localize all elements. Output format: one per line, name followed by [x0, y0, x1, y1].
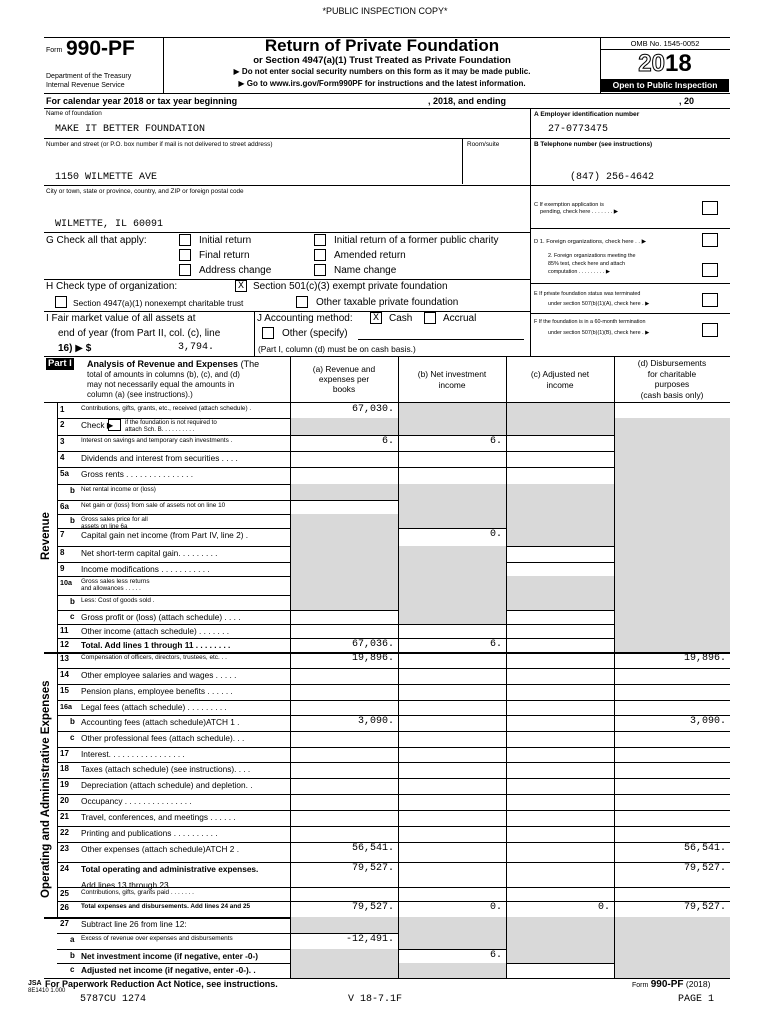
line-label: Compensation of officers, directors, trustees, etc. . .	[81, 654, 227, 661]
shaded-cell	[615, 624, 730, 638]
line-label-cont: and allowances . . . . .	[81, 585, 141, 592]
ein-label: A Employer identification number	[534, 111, 640, 118]
line-number: 16a	[60, 702, 72, 711]
g-opt-amended: Amended return	[334, 250, 406, 261]
street-label: Number and street (or P.O. box number if mail is not delivered to street address)	[46, 141, 273, 148]
final-return-checkbox[interactable]	[179, 249, 191, 261]
omb-number: OMB No. 1545-0052	[630, 39, 700, 48]
shaded-cell	[615, 467, 730, 484]
value-col-b: 0.	[489, 529, 502, 540]
line-number: 23	[60, 844, 69, 853]
value-col-b: 6.	[489, 639, 502, 650]
shaded-cell	[291, 949, 398, 963]
line-label: Income modifications . . . . . . . . . . .	[81, 564, 210, 574]
line-label: Depreciation (attach schedule) and depletion. .	[81, 780, 253, 790]
d2-text-1: 2. Foreign organizations meeting the	[548, 253, 636, 259]
form-title: Return of Private Foundation	[264, 36, 500, 55]
shaded-cell	[291, 418, 398, 435]
line-label-cont: assets on line 6a	[81, 523, 128, 530]
shaded-cell	[291, 595, 398, 610]
line-label: Net rental income or (loss)	[81, 486, 156, 493]
cash-label: Cash	[389, 313, 413, 324]
part1-desc-3: column (a) (see instructions).)	[87, 390, 193, 399]
shaded-cell	[507, 933, 614, 949]
form-reference: Form 990-PF (2018)	[632, 979, 711, 990]
line-number: 17	[60, 749, 69, 758]
line-number: 1	[60, 405, 65, 414]
value-col-a: 67,036.	[351, 639, 394, 650]
line-label: Excess of revenue over expenses and disbursements	[81, 935, 233, 942]
h-opt-other-taxable: Other taxable private foundation	[316, 297, 459, 308]
sch-b-not-required-checkbox[interactable]	[108, 419, 121, 431]
shaded-cell	[291, 576, 398, 595]
line-number: c	[70, 733, 75, 742]
line-number: 12	[60, 640, 69, 649]
line-label: Printing and publications . . . . . . . . . .	[81, 828, 218, 838]
line-number: 14	[60, 670, 69, 679]
shaded-cell	[399, 917, 506, 933]
calendar-year-mid: , 2018, and ending	[428, 96, 507, 106]
shaded-cell	[615, 484, 730, 500]
shaded-cell	[507, 418, 614, 435]
public-inspection-label: *PUBLIC INSPECTION COPY*	[322, 6, 448, 16]
h-opt-501c3: Section 501(c)(3) exempt private foundation	[253, 281, 448, 292]
shaded-cell	[507, 528, 614, 546]
shaded-cell	[507, 500, 614, 514]
calendar-year-end: , 20	[679, 96, 695, 106]
g-opt-former: Initial return of a former public charity	[334, 235, 499, 246]
shaded-cell	[399, 933, 506, 949]
line-number: 15	[60, 686, 69, 695]
h-opt-4947: Section 4947(a)(1) nonexempt charitable trust	[73, 298, 244, 308]
value-col-d: 56,541.	[683, 843, 726, 854]
col-c-header: (c) Adjusted net income	[530, 369, 590, 390]
line-number: b	[70, 597, 75, 606]
line-number: b	[70, 717, 75, 726]
shaded-cell	[399, 484, 506, 500]
former-public-charity-checkbox[interactable]	[314, 234, 326, 246]
d1-text: D 1. Foreign organizations, check here . . ▶	[534, 239, 647, 245]
accrual-label: Accrual	[443, 313, 477, 324]
line-number: 9	[60, 564, 65, 573]
shaded-cell	[399, 514, 506, 528]
room-suite-label: Room/suite	[467, 141, 500, 148]
value-col-a: 79,527.	[351, 902, 394, 913]
shaded-cell	[507, 949, 614, 963]
line-label: Gross sales price for all	[81, 516, 148, 523]
shaded-cell	[291, 963, 398, 978]
value-col-b: 0.	[489, 902, 502, 913]
line-label: Interest on savings and temporary cash investments .	[81, 437, 233, 444]
shaded-cell	[507, 484, 614, 500]
shaded-cell	[615, 610, 730, 624]
shaded-cell	[615, 595, 730, 610]
city-value: WILMETTE, IL 60091	[55, 219, 164, 230]
other-taxable-checkbox[interactable]	[296, 296, 308, 308]
line-label: Other employee salaries and wages . . . . .	[81, 670, 237, 680]
line-number: 18	[60, 764, 69, 773]
shaded-cell	[615, 917, 730, 933]
shaded-cell	[399, 500, 506, 514]
value-col-a: 56,541.	[351, 843, 394, 854]
line-label: Travel, conferences, and meetings . . . . . .	[81, 812, 236, 822]
shaded-cell	[291, 528, 398, 546]
4947-checkbox[interactable]	[55, 296, 67, 308]
c-text-2: pending, check here . . . . . . . ▶	[540, 209, 618, 215]
shaded-cell	[291, 514, 398, 528]
other-method-label: Other (specify)	[282, 328, 348, 339]
line-number: b	[70, 486, 75, 495]
part1-tag: Part I	[48, 358, 72, 369]
value-col-d: 79,527.	[683, 902, 726, 913]
address-change-checkbox[interactable]	[179, 264, 191, 276]
line-number: 10a	[60, 578, 72, 587]
line-number: 5a	[60, 469, 69, 478]
f-text-1: F If the foundation is in a 60-month termination	[534, 319, 646, 325]
line-label: Occupancy . . . . . . . . . . . . . . .	[81, 796, 192, 806]
shaded-cell	[291, 562, 398, 576]
shaded-cell	[291, 546, 398, 562]
line-number: 21	[60, 812, 69, 821]
col-a-header: (a) Revenue and expenses per books	[312, 364, 376, 394]
line-label: Dividends and interest from securities . . . .	[81, 453, 238, 463]
shaded-cell	[507, 403, 614, 418]
value-col-d: 19,896.	[683, 653, 726, 664]
line-number: 20	[60, 796, 69, 805]
line-number: 4	[60, 453, 65, 462]
value-col-a: 3,090.	[357, 716, 394, 727]
g-opt-initial: Initial return	[199, 235, 252, 246]
d2-text-3: computation . . . . . . . . . ▶	[548, 269, 610, 275]
value-col-b: 6.	[489, 436, 502, 447]
line-number: 26	[60, 903, 69, 912]
phone-label: B Telephone number (see instructions)	[534, 141, 653, 148]
part1-desc-1: total of amounts in columns (b), (c), and (d)	[87, 370, 240, 379]
c-text-1: C If exemption application is	[534, 202, 604, 208]
col-b-header: (b) Net investment income	[417, 369, 487, 390]
line-label: Total. Add lines 1 through 11 . . . . . . . .	[81, 640, 231, 650]
shaded-cell	[507, 595, 614, 610]
i-line-3: 16) ▶ $	[58, 343, 92, 354]
line-label: Interest. . . . . . . . . . . . . . . . .	[81, 749, 185, 759]
city-label: City or town, state or province, country, and ZIP or foreign postal code	[46, 188, 244, 195]
line-label: Capital gain net income (from Part IV, line 2) .	[81, 530, 249, 540]
line-number: 6a	[60, 502, 69, 511]
line-number: 25	[60, 889, 69, 898]
line-number: 8	[60, 548, 65, 557]
line-label: Other expenses (attach schedule)ATCH 2 .	[81, 844, 240, 854]
value-col-c: 0.	[597, 902, 610, 913]
line-number: 24	[60, 864, 69, 873]
form-word: Form	[46, 47, 63, 54]
line-number: 3	[60, 437, 65, 446]
page-number: PAGE 1	[678, 994, 715, 1005]
bottom-mid-code: V 18-7.1F	[348, 994, 403, 1005]
dept-line-1: Department of the Treasury	[46, 73, 132, 80]
dept-line-2: Internal Revenue Service	[46, 82, 125, 89]
f-text-2: under section 507(b)(1)(B), check here . ▶	[548, 330, 650, 336]
i-line-2: end of year (from Part II, col. (c), line	[58, 328, 221, 339]
phone-value: (847) 256-4642	[570, 172, 655, 183]
line-number: 11	[60, 626, 69, 635]
line-label: Accounting fees (attach schedule)ATCH 1 .	[81, 717, 240, 727]
g-label: G Check all that apply:	[46, 235, 147, 246]
value-col-a: -12,491.	[345, 934, 394, 945]
501c3-checkbox[interactable]: X	[235, 280, 247, 292]
value-col-a: 79,527.	[351, 863, 394, 874]
line-label-cont: Add lines 13 through 23. . . . . . . . . .	[81, 880, 213, 890]
amended-return-checkbox[interactable]	[314, 249, 326, 261]
value-col-a: 67,030.	[351, 404, 394, 415]
line-label: Net gain or (loss) from sale of assets not on line 10	[81, 502, 226, 509]
sch-b-text: if the foundation is not required to attach Sch. B. . . . . . . . . .	[125, 419, 217, 433]
line-label: Taxes (attach schedule) (see instructions). . . .	[81, 764, 251, 774]
line-label: Net investment income (if negative, enter -0-)	[81, 951, 259, 961]
shaded-cell	[399, 546, 506, 562]
line-number: b	[70, 951, 75, 960]
foreign-85-checkbox[interactable]	[702, 263, 718, 277]
shaded-cell	[507, 514, 614, 528]
status-terminated-checkbox[interactable]	[702, 293, 718, 307]
shaded-cell	[615, 514, 730, 528]
bottom-left-code: 5787CU 1274	[80, 994, 147, 1005]
fmv-value: 3,794.	[178, 342, 215, 353]
value-col-d: 3,090.	[689, 716, 726, 727]
tax-year: 2018	[638, 50, 692, 77]
shaded-cell	[507, 576, 614, 595]
shaded-cell	[615, 528, 730, 546]
line-number: 27	[60, 919, 69, 928]
shaded-cell	[615, 933, 730, 949]
shaded-cell	[615, 435, 730, 451]
line-label: Legal fees (attach schedule) . . . . . . . . .	[81, 702, 227, 712]
shaded-cell	[291, 917, 398, 933]
line-number: b	[70, 516, 75, 525]
shaded-cell	[399, 562, 506, 576]
g-opt-name: Name change	[334, 265, 397, 276]
line-number: a	[70, 935, 75, 944]
website-instruction: ▶ Go to www.irs.gov/Form990PF for instructions and the latest information.	[238, 79, 526, 88]
line-number: c	[70, 965, 75, 974]
form-subtitle: or Section 4947(a)(1) Trust Treated as Private Foundation	[253, 55, 511, 66]
line-number: 19	[60, 780, 69, 789]
line-number: 7	[60, 530, 65, 539]
shaded-cell	[399, 595, 506, 610]
foundation-name: MAKE IT BETTER FOUNDATION	[55, 124, 206, 135]
ssn-warning: ▶ Do not enter social security numbers on this form as it may be made public.	[233, 67, 531, 76]
open-to-public-banner: Open to Public Inspection	[601, 79, 729, 92]
shaded-cell	[615, 451, 730, 467]
shaded-cell	[399, 610, 506, 624]
part1-title: Analysis of Revenue and Expenses (The	[87, 359, 260, 369]
line-label: Pension plans, employee benefits . . . . . .	[81, 686, 233, 696]
shaded-cell	[615, 963, 730, 978]
line-label: Other professional fees (attach schedule). . .	[81, 733, 245, 743]
line-label: Subtract line 26 from line 12:	[81, 919, 187, 929]
shaded-cell	[399, 576, 506, 595]
g-opt-final: Final return	[199, 250, 250, 261]
shaded-cell	[615, 576, 730, 595]
line-label: Check ▶	[81, 420, 114, 430]
line-number: 13	[60, 654, 69, 663]
j-label: J Accounting method:	[257, 313, 353, 324]
value-col-d: 79,527.	[683, 863, 726, 874]
line-label: Gross sales less returns	[81, 578, 150, 585]
j-note: (Part I, column (d) must be on cash basis.)	[258, 344, 416, 354]
line-number: 22	[60, 828, 69, 837]
shaded-cell	[615, 500, 730, 514]
jsa-label: JSA	[28, 980, 42, 987]
line-label: Gross profit or (loss) (attach schedule) . . . .	[81, 612, 241, 622]
initial-return-checkbox[interactable]	[179, 234, 191, 246]
street-address: 1150 WILMETTE AVE	[55, 172, 158, 183]
shaded-cell	[615, 638, 730, 652]
accrual-method-checkbox[interactable]	[424, 312, 436, 324]
value-col-b: 6.	[489, 950, 502, 961]
foundation-name-label: Name of foundation	[46, 110, 102, 117]
name-change-checkbox[interactable]	[314, 264, 326, 276]
line-label: Total expenses and disbursements. Add lines 24 and 25	[81, 903, 251, 910]
line-label: Adjusted net income (if negative, enter -0-). .	[81, 965, 256, 975]
sixty-month-checkbox[interactable]	[702, 323, 718, 337]
shaded-cell	[615, 546, 730, 562]
form-number: 990-PF	[66, 37, 135, 60]
calendar-year-label: For calendar year 2018 or tax year beginning	[46, 96, 238, 106]
e-text-2: under section 507(b)(1)(A), check here . ▶	[548, 301, 650, 307]
line-label: Contributions, gifts, grants paid . . . . . . .	[81, 889, 194, 896]
line-label: Less: Cost of goods sold .	[81, 597, 155, 604]
expenses-section-label: Operating and Administrative Expenses	[40, 680, 52, 898]
e-text-1: E If private foundation status was terminated	[534, 291, 641, 297]
shaded-cell	[399, 403, 506, 418]
g-opt-address: Address change	[199, 265, 272, 276]
line-label: Net short-term capital gain. . . . . . . . .	[81, 548, 218, 558]
value-col-a: 19,896.	[351, 653, 394, 664]
value-col-a: 6.	[381, 436, 394, 447]
shaded-cell	[399, 418, 506, 435]
part1-desc-2: may not necessarily equal the amounts in	[87, 380, 235, 389]
line-label: Gross rents . . . . . . . . . . . . . . .	[81, 469, 194, 479]
d2-text-2: 85% test, check here and attach	[548, 261, 626, 267]
cash-method-checkbox[interactable]: X	[370, 312, 382, 324]
shaded-cell	[615, 418, 730, 435]
shaded-cell	[291, 484, 398, 500]
h-label: H Check type of organization:	[46, 281, 178, 292]
shaded-cell	[615, 949, 730, 963]
revenue-section-label: Revenue	[40, 512, 52, 560]
paperwork-notice: For Paperwork Reduction Act Notice, see instructions.	[45, 979, 278, 989]
line-label: Total operating and administrative expenses.	[81, 864, 259, 874]
jsa-code: 8E1410 1.000	[28, 988, 66, 994]
line-label: Contributions, gifts, grants, etc., received (attach schedule) .	[81, 405, 252, 412]
shaded-cell	[615, 562, 730, 576]
col-d-header: (d) Disbursements for charitable purposes (cash basis only)	[637, 358, 707, 400]
shaded-cell	[507, 917, 614, 933]
line-number: 2	[60, 420, 65, 429]
exemption-pending-checkbox[interactable]	[702, 201, 718, 215]
ein-value: 27-0773475	[548, 124, 609, 135]
shaded-cell	[399, 963, 506, 978]
foreign-org-checkbox[interactable]	[702, 233, 718, 247]
line-number: c	[70, 612, 75, 621]
i-line-1: I Fair market value of all assets at	[46, 313, 196, 324]
other-method-checkbox[interactable]	[262, 327, 274, 339]
line-label: Other income (attach schedule) . . . . . . .	[81, 626, 230, 636]
